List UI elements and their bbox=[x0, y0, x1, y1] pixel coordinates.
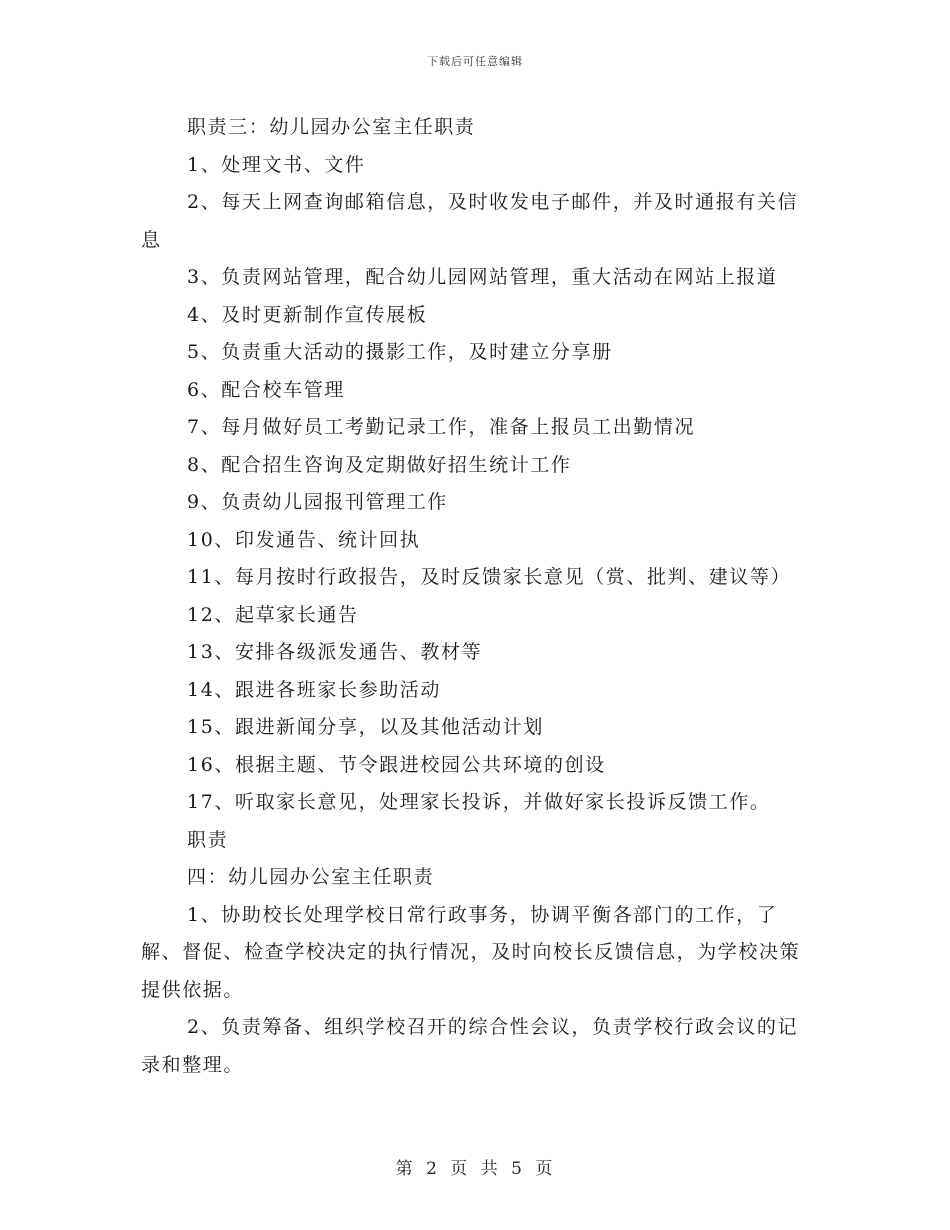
duty-item: 11、每月按时行政报告，及时反馈家长意见（赏、批判、建议等） bbox=[187, 566, 792, 588]
duty-item: 3、负责网站管理，配合幼儿园网站管理，重大活动在网站上报道 bbox=[187, 266, 778, 288]
section-title: 职责三：幼儿园办公室主任职责 bbox=[187, 116, 476, 138]
duty-item: 14、跟进各班家长参助活动 bbox=[187, 678, 441, 701]
section-title: 职责 bbox=[187, 828, 229, 851]
document-body bbox=[141, 109, 811, 1084]
page-number: 第 2 页 共 5 页 bbox=[395, 1159, 555, 1179]
duty-item: 10、印发通告、统计回执 bbox=[187, 528, 421, 551]
duty-item: 16、根据主题、节令跟进校园公共环境的创设 bbox=[187, 753, 606, 776]
duty-item: 13、安排各级派发通告、教材等 bbox=[187, 641, 483, 663]
duty-item: 8、配合招生咨询及定期做好招生统计工作 bbox=[187, 453, 572, 476]
duty-item: 1、协助校长处理学校日常行政事务，协调平衡各部门的工作，了解、督促、检查学校决定的执行情况，及时向校长反馈信息，为学校决策提供依据。 bbox=[141, 903, 801, 1001]
duty-item: 7、每月做好员工考勤记录工作，准备上报员工出勤情况 bbox=[187, 416, 696, 438]
duty-item: 17、听取家长意见，处理家长投诉，并做好家长投诉反馈工作。 bbox=[187, 791, 771, 813]
duty-item: 4、及时更新制作宣传展板 bbox=[187, 303, 428, 326]
duty-item: 15、跟进新闻分享，以及其他活动计划 bbox=[187, 716, 544, 738]
duty-item: 9、负责幼儿园报刊管理工作 bbox=[187, 491, 448, 513]
duty-item: 5、负责重大活动的摄影工作，及时建立分享册 bbox=[187, 341, 613, 363]
duty-item: 2、每天上网查询邮箱信息，及时收发电子邮件，并及时通报有关信息 bbox=[141, 191, 799, 251]
duty-item: 6、配合校车管理 bbox=[187, 378, 345, 401]
section-title: 四：幼儿园办公室主任职责 bbox=[187, 866, 435, 888]
duty-item: 12、起草家长通告 bbox=[187, 603, 359, 626]
page-header-note: 下载后可任意编辑 bbox=[427, 55, 523, 68]
duty-item: 2、负责筹备、组织学校召开的综合性会议，负责学校行政会议的记录和整理。 bbox=[141, 1016, 799, 1076]
duty-item: 1、处理文书、文件 bbox=[187, 153, 366, 176]
